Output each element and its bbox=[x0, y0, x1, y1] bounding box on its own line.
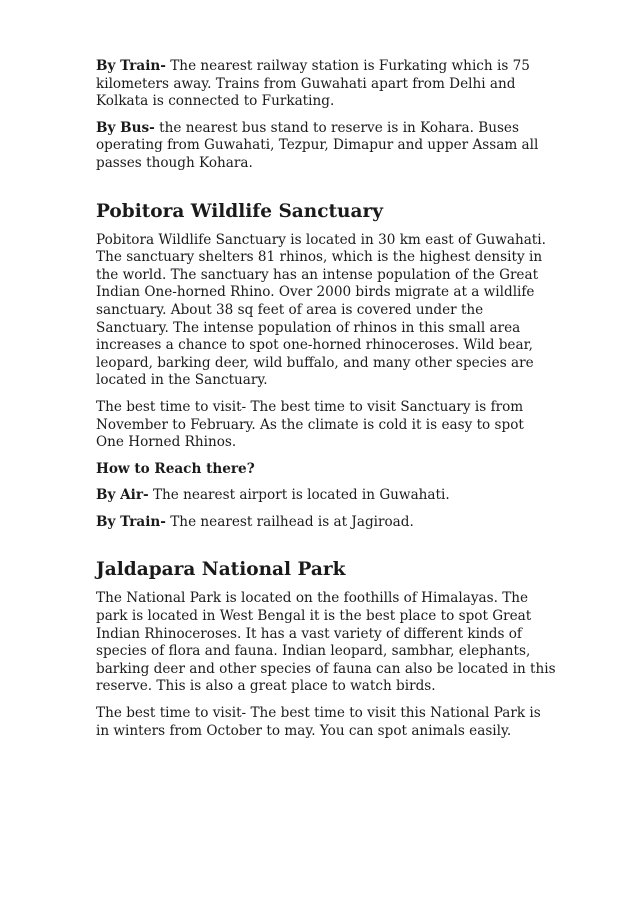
pobitora-train-paragraph bbox=[96, 514, 556, 532]
pobitora-train-lead: By Train- bbox=[96, 513, 166, 530]
jaldapara-description: The National Park is located on the foothills of Himalayas. The park is located in West Bengal it is the best place to spot Great Indian Rhinoceroses. It has a vast variety of different kinds of species of flora and fauna. Indian leopard, sambhar, elephants, barking deer and other species of fauna can also be located in this reserve. This is also a great place to watch birds. bbox=[96, 590, 556, 695]
pobitora-air-paragraph bbox=[96, 487, 556, 505]
bus-info-paragraph bbox=[96, 120, 556, 173]
bus-text: the nearest bus stand to reserve is in Kohara. Buses operating from Guwahati, Tezpur, Dimapur and upper Assam all passes though Kohara. bbox=[96, 119, 539, 171]
jaldapara-heading: Jaldapara National Park bbox=[96, 559, 346, 581]
train-lead: By Train- bbox=[96, 58, 166, 74]
pobitora-train-text: The nearest railhead is at Jagiroad. bbox=[165, 513, 414, 530]
train-info-paragraph bbox=[96, 58, 556, 111]
train-text: The nearest railway station is Furkating which is 75 kilometers away. Trains from Guwahati apart from Delhi and Kolkata is connected to Furkating. bbox=[96, 58, 530, 110]
jaldapara-best-time: The best time to visit- The best time to visit this National Park is in winters from October to may. You can spot animals easily. bbox=[96, 705, 541, 739]
bus-lead: By Bus- bbox=[96, 119, 155, 136]
pobitora-description: Pobitora Wildlife Sanctuary is located in 30 km east of Guwahati. The sanctuary shelters 81 rhinos, which is the highest density in the world. The sanctuary has an intense population of the Great Indian One-horned Rhino. Over 2000 birds migrate at a wildlife sanctuary. About 38 sq feet of area is covered under the Sanctuary. The intense population of rhinos in this small area increases a chance to spot one-horned rhinoceroses. Wild bear, leopard, barking deer, wild buffalo, and many other species are located in the Sanctuary. bbox=[96, 231, 546, 389]
pobitora-how-to-reach: How to Reach there? bbox=[96, 460, 255, 477]
document-page bbox=[96, 58, 556, 749]
air-text: The nearest airport is located in Guwahati. bbox=[148, 487, 450, 504]
pobitora-heading: Pobitora Wildlife Sanctuary bbox=[96, 200, 383, 222]
pobitora-best-time: The best time to visit- The best time to visit Sanctuary is from November to February. As the climate is cold it is easy to spot One Horned Rhinos. bbox=[96, 398, 524, 451]
air-lead: By Air- bbox=[96, 487, 149, 504]
